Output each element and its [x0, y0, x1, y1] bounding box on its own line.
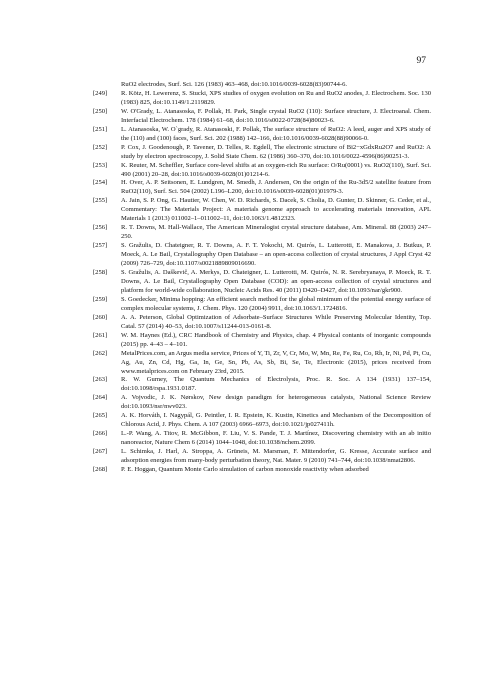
reference-number: [252]: [93, 143, 108, 151]
reference-number: [256]: [93, 224, 108, 232]
reference-entry: [93, 197, 431, 224]
reference-number: [251]: [93, 125, 108, 133]
reference-entry: [93, 448, 431, 466]
reference-text: L. Schimka, J. Harl, A. Stroppa, A. Grüneis, M. Marsman, F. Mittendorfer, G. Kresse, Accurate surface and adsorption energies from many-body perturbation theory, Nat. Mater. 9 (2010) 741–744, doi:10.1038/nmat2806.: [121, 448, 431, 465]
reference-number: [262]: [93, 349, 108, 357]
reference-entry: [93, 108, 431, 126]
reference-number: [263]: [93, 376, 108, 384]
reference-continuation: [93, 81, 431, 90]
reference-text: A. Vojvodic, J. K. Nørskov, New design paradigm for heterogeneous catalysts, National Science Review doi:10.1093/nsr/nwv023.: [121, 394, 431, 411]
reference-number: [250]: [93, 107, 108, 115]
reference-entry: [93, 376, 431, 394]
reference-entry: [93, 394, 431, 412]
reference-text: R. W. Gurney, The Quantum Mechanics of Electrolysis, Proc. R. Soc. A 134 (1931) 137–154, doi:10.1098/rspa.1931.0187.: [121, 376, 431, 393]
reference-number: [265]: [93, 412, 108, 420]
reference-entry: [93, 332, 431, 350]
reference-number: [261]: [93, 331, 108, 339]
reference-text: S. Gražulis, D. Chateigner, R. T. Downs, A. F. T. Yokochi, M. Quirós, L. Lutterotti, E. Manakova, J. Butkus, P. Moeck, A. Le Bail, Crystallography Open Database – an open-access collection of crystal structures, J Appl Cryst 42 (2009) 726–729, doi:10.1107/s0021889809016690.: [121, 242, 431, 268]
reference-number: [249]: [93, 89, 108, 97]
reference-text: L.-P. Wang, A. Titov, R. McGibbon, F. Liu, V. S. Pande, T. J. Martínez, Discovering chemistry with an ab initio nanoreactor, Nature Chem 6 (2014) 1044–1048, doi:10.1038/nchem.2099.: [121, 430, 431, 447]
reference-text: R. Kötz, H. Lewerenz, S. Stucki, XPS studies of oxygen evolution on Ru and RuO2 anodes, J. Electrochem. Soc. 130 (1983) 825, doi:10.1149/1.2119829.: [121, 89, 431, 106]
reference-text: H. Over, A. P. Seitsonen, E. Lundgren, M. Smedh, J. Andersen, On the origin of the Ru-3d5/2 satellite feature from RuO2(110), Surf. Sci. 504 (2002) L196–L200, doi:10.1016/s0039-6028(01)01979-3.: [121, 179, 431, 196]
reference-list: [93, 81, 431, 475]
reference-entry: [93, 466, 431, 475]
reference-text: A. Jain, S. P. Ong, G. Hautier, W. Chen, W. D. Richards, S. Dacek, S. Cholia, D. Gunter, D. Skinner, G. Ceder, et al., Commentary: The Materials Project: A materials genome approach to accelerating materials innovation, APL Materials 1 (2013) 011002–1–011002–11, doi:10.1063/1.4812323.: [121, 197, 431, 223]
reference-text: L. Atanasoska, W. O`grady, R. Atanasoski, F. Pollak, The surface structure of RuO2: A leed, auger and XPS study of the (110) and (100) faces, Surf. Sci. 202 (1988) 142–166, doi:10.1016/0039-6028(88)90066-0.: [121, 125, 431, 142]
reference-number: [264]: [93, 394, 108, 402]
reference-text: W. M. Haynes (Ed.), CRC Handbook of Chemistry and Physics, chap. 4 Physical contants of inorganic compounds (2015) pp. 4–43 – 4–101.: [121, 331, 431, 348]
reference-number: [259]: [93, 295, 108, 303]
reference-number: [257]: [93, 242, 108, 250]
reference-entry: [93, 314, 431, 332]
reference-text: R. T. Downs, M. Hall-Wallace, The American Mineralogist crystal structure database, Am. Mineral. 88 (2003) 247–250.: [121, 224, 431, 241]
reference-text: P. E. Hoggan, Quantum Monte Carlo simulation of carbon monoxide reactivity when adsorbed: [121, 465, 369, 473]
reference-number: [266]: [93, 430, 108, 438]
reference-number: [255]: [93, 197, 108, 205]
reference-entry: [93, 350, 431, 377]
reference-entry: [93, 162, 431, 180]
reference-entry: [93, 242, 431, 269]
reference-text: S. Goedecker, Minima hopping: An efficient search method for the global minimum of the potential energy surface of complex molecular systems, J. Chem. Phys. 120 (2004) 9911, doi:10.1063/1.1724816.: [121, 295, 431, 312]
reference-text: W. O'Grady, L. Atanasoska, F. Pollak, H. Park, Single crystal RuO2 (110): Surface structure, J. Electroanal. Chem. Interfacial Electrochem. 178 (1984) 61–68, doi:10.1016/s0022-0728(84)80023-6.: [121, 107, 431, 124]
page-number: 97: [416, 56, 426, 66]
reference-entry: [93, 224, 431, 242]
reference-text: RuO2 electrodes, Surf. Sci. 126 (1983) 463–468, doi:10.1016/0039-6028(83)90744-6.: [121, 81, 348, 88]
reference-entry: [93, 412, 431, 430]
reference-number: [268]: [93, 465, 108, 473]
reference-text: S. Gražulis, A. Daškevič, A. Merkys, D. Chateigner, L. Lutterotti, M. Quirós, N. R. Serebryanaya, P. Moeck, R. T. Downs, A. Le Bail, Crystallography Open Database (COD): an open-access collection of crystal structures and platform for world-wide collaboration, Nucleic Acids Res. 40 (2011) D420–D427, doi:10.1093/nar/gkr900.: [121, 269, 431, 294]
reference-text: A. K. Horváth, I. Nagypál, G. Peintler, I. R. Epstein, K. Kustin, Kinetics and Mechanism of the Decomposition of Chlorous Acid, J. Phys. Chem. A 107 (2003) 6966–6973, doi:10.1021/jp027411h.: [121, 412, 431, 429]
reference-number: [253]: [93, 161, 108, 169]
reference-entry: [93, 269, 431, 296]
reference-entry: [93, 430, 431, 448]
reference-entry: [93, 296, 431, 314]
reference-number: [258]: [93, 269, 108, 277]
reference-number: [260]: [93, 313, 108, 321]
reference-text: MetalPrices.com, an Argus media service, Prices of Y, Ti, Zr, V, Cr, Mo, W, Mn, Re, Fe, Ru, Co, Rh, Ir, Ni, Pd, Pt, Cu, Ag, Au, Zn, Cd, Hg, Ga, In, Ge, Sn, Pb, As, Sb, Bi, Se, Te, Electronic (2015), prices received from www.metalprices.com on February 23rd, 2015.: [121, 349, 432, 375]
reference-entry: [93, 144, 431, 162]
reference-text: P. Cox, J. Goodenough, P. Tavener, D. Telles, R. Egdell, The electronic structure of Bi2−xGdxRu2O7 and RuO2: A study by electron spectroscopy, J. Solid State Chem. 62 (1986) 360–370, doi:10.1016/0022-4596(86)90251-3.: [121, 143, 431, 160]
reference-entry: [93, 90, 431, 108]
reference-entry: [93, 126, 431, 144]
reference-number: [267]: [93, 448, 108, 456]
reference-entry: [93, 179, 431, 197]
reference-number: [254]: [93, 179, 108, 187]
reference-text: K. Reuter, M. Scheffler, Surface core-level shifts at an oxygen-rich Ru surface: O/Ru(0001) vs. RuO2(110), Surf. Sci. 490 (2001) 20–28, doi:10.1016/s0039-6028(01)01214-6.: [121, 161, 431, 178]
reference-text: A. A. Peterson, Global Optimization of Adsorbate–Surface Structures While Preserving Molecular Identity, Top. Catal. 57 (2014) 40–53, doi:10.1007/s11244-013-0161-8.: [121, 313, 431, 330]
